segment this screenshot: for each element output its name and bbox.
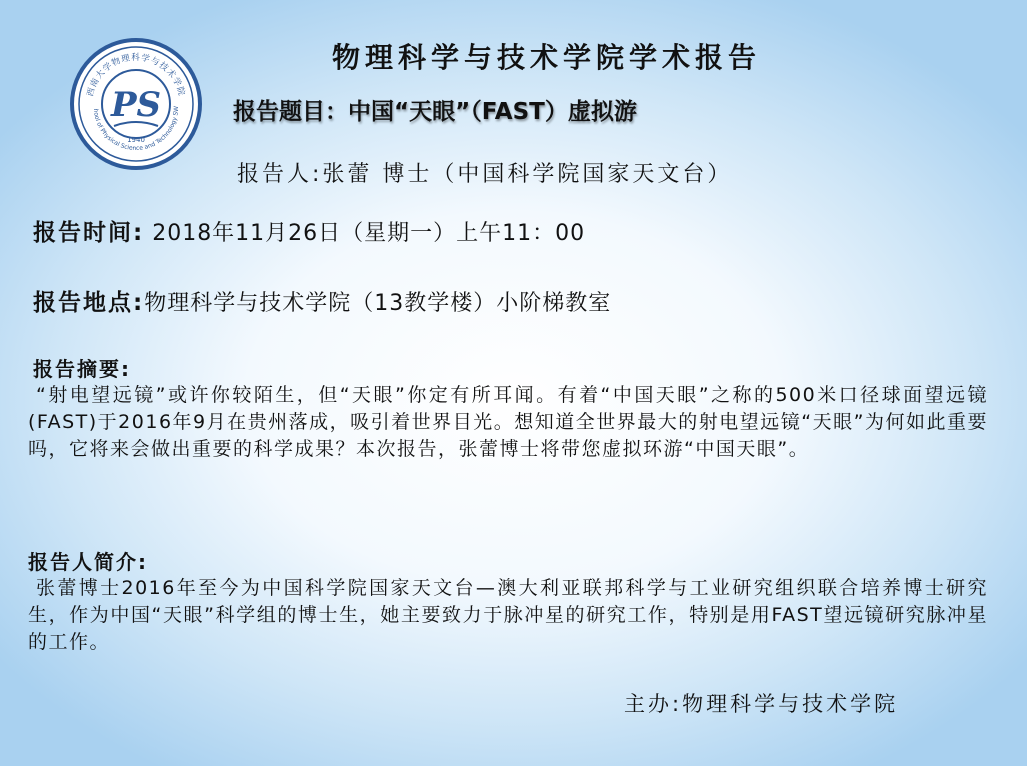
host-organizer: 主办:物理科学与技术学院 xyxy=(624,692,899,716)
report-time-value: 2018年11月26日（星期一）上午11：00 xyxy=(144,221,586,246)
abstract-text: “射电望远镜”或许你较陌生，但“天眼”你定有所耳闻。有着“中国天眼”之称的500米口径球面望远镜(FAST)于2016年9月在贵州落成，吸引着世界目光。想知道全世界最大的射电望远镜“天眼”为何如此重要吗，它将来会做出重要的科学成果？本次报告，张蕾博士将带您虚拟环游“中国天眼”。 xyxy=(28,384,988,460)
report-time-row xyxy=(33,214,585,247)
svg-text:School of Physical Science and: hool of Physical Science and Technology SW xyxy=(91,105,181,153)
poster-title: 物理科学与技术学院学术报告 xyxy=(332,41,762,74)
speaker-line: 报告人:张蕾 博士（中国科学院国家天文台） xyxy=(237,162,733,187)
speaker-bio-text: 张蕾博士2016年至今为中国科学院国家天文台—澳大利亚联邦科学与工业研究组织联合培养博士研究生，作为中国“天眼”科学组的博士生，她主要致力于脉冲星的研究工作，特别是用FAST望远镜研究脉冲星的工作。 xyxy=(28,577,988,653)
report-place-value: 物理科学与技术学院（13教学楼）小阶梯教室 xyxy=(144,291,612,316)
svg-text:PS: PS xyxy=(110,85,162,125)
svg-text:西南大学物理科学与技术学院: 西南大学物理科学与技术学院 xyxy=(85,53,187,98)
speaker-bio-heading: 报告人简介: xyxy=(28,550,148,574)
report-place-label: 报告地点: xyxy=(33,290,145,316)
report-time-label: 报告时间: xyxy=(33,220,145,246)
report-place-row xyxy=(33,284,611,317)
svg-text:1940: 1940 xyxy=(127,136,145,144)
abstract-heading: 报告摘要: xyxy=(33,357,131,381)
college-logo xyxy=(70,38,202,170)
report-topic: 报告题目：中国“天眼”（FAST）虚拟游 xyxy=(233,99,637,125)
college-seal-icon xyxy=(70,38,202,170)
